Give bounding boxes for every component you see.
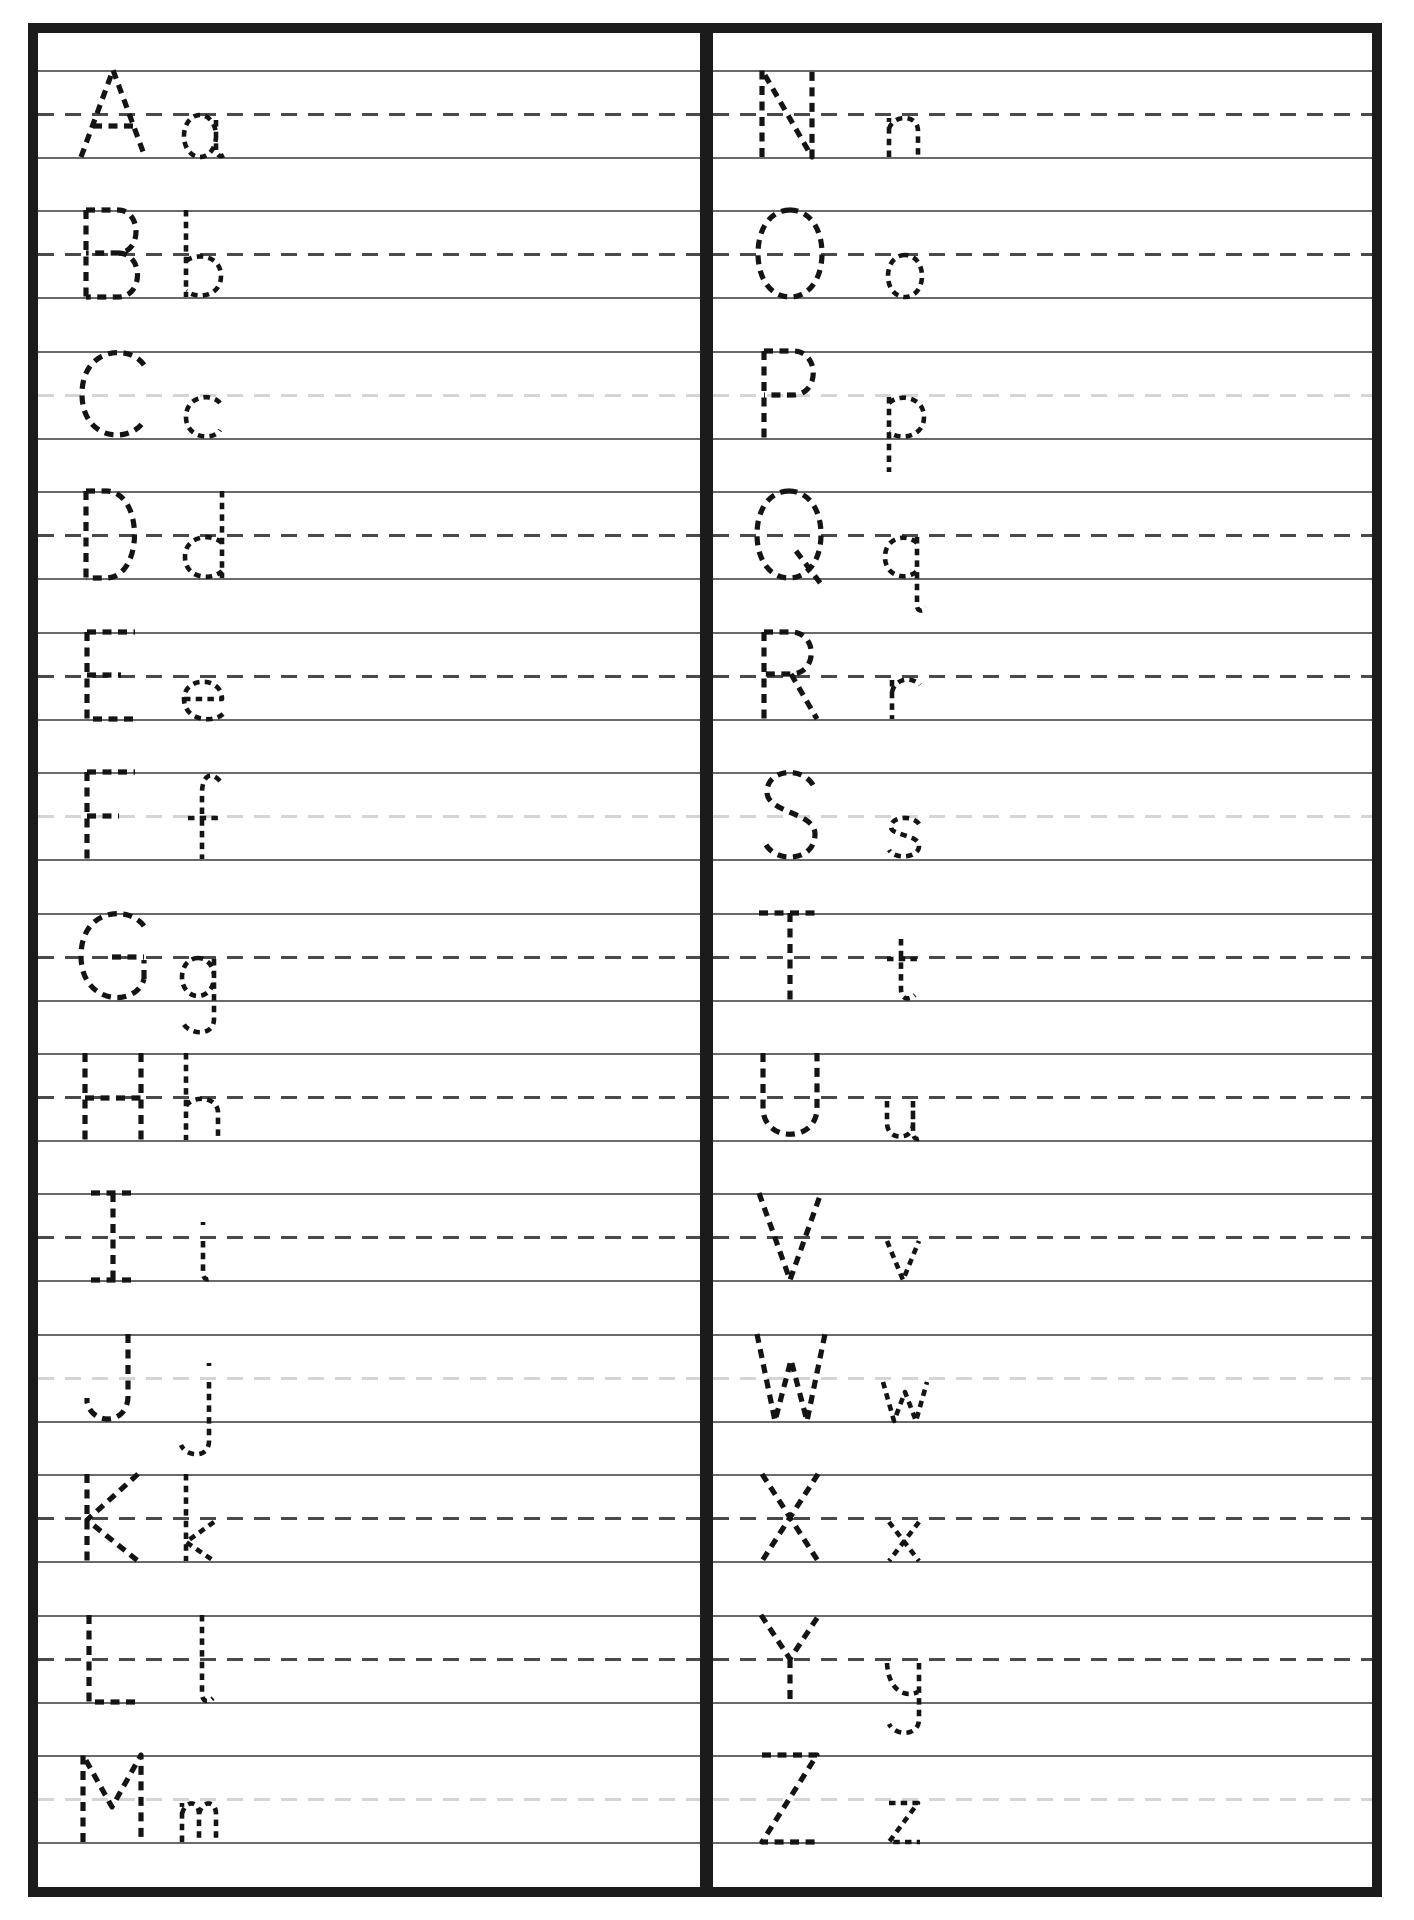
guide-line-base: [713, 297, 1372, 299]
guide-line-base: [713, 1140, 1372, 1142]
lowercase-letter-s: [879, 772, 935, 903]
trace-row-R: [713, 632, 1372, 763]
uppercase-letter-D: [76, 491, 150, 578]
uppercase-letter-I: [76, 1193, 150, 1280]
lowercase-letter-o: [879, 210, 935, 341]
trace-row-P: [713, 351, 1372, 482]
uppercase-letter-V: [753, 1193, 827, 1280]
lowercase-letter-k: [176, 1474, 232, 1605]
guide-line-base: [38, 719, 700, 721]
uppercase-letter-Q: [753, 491, 827, 578]
trace-row-F: [38, 772, 700, 903]
uppercase-letter-U: [753, 1053, 827, 1140]
lowercase-letter-y: [879, 1615, 935, 1746]
lowercase-letter-i: [176, 1193, 232, 1324]
guide-line-base: [38, 1702, 700, 1704]
uppercase-letter-C: [76, 351, 150, 438]
guide-line-base: [713, 1702, 1372, 1704]
uppercase-letter-M: [76, 1755, 150, 1842]
guide-line-base: [713, 578, 1372, 580]
lowercase-letter-u: [879, 1053, 935, 1184]
trace-row-K: [38, 1474, 700, 1605]
trace-row-V: [713, 1193, 1372, 1324]
uppercase-letter-B: [76, 210, 150, 297]
lowercase-letter-w: [879, 1334, 935, 1465]
lowercase-letter-r: [879, 632, 935, 763]
lowercase-letter-v: [879, 1193, 935, 1324]
guide-line-base: [38, 1561, 700, 1563]
uppercase-letter-A: [76, 70, 150, 157]
guide-line-base: [713, 1280, 1372, 1282]
lowercase-letter-b: [176, 210, 232, 341]
uppercase-letter-F: [76, 772, 150, 859]
guide-line-base: [713, 1561, 1372, 1563]
guide-line-base: [38, 578, 700, 580]
guide-line-base: [38, 1140, 700, 1142]
guide-line-base: [713, 1000, 1372, 1002]
uppercase-letter-O: [753, 210, 827, 297]
lowercase-letter-q: [879, 491, 935, 622]
trace-row-U: [713, 1053, 1372, 1184]
lowercase-letter-t: [879, 913, 935, 1044]
trace-row-I: [38, 1193, 700, 1324]
trace-row-J: [38, 1334, 700, 1465]
uppercase-letter-N: [753, 70, 827, 157]
trace-row-T: [713, 913, 1372, 1044]
lowercase-letter-m: [176, 1755, 232, 1886]
uppercase-letter-P: [753, 351, 827, 438]
uppercase-letter-L: [76, 1615, 150, 1702]
trace-row-Q: [713, 491, 1372, 622]
trace-row-G: [38, 913, 700, 1044]
lowercase-letter-j: [176, 1334, 232, 1465]
uppercase-letter-H: [76, 1053, 150, 1140]
uppercase-letter-S: [753, 772, 827, 859]
trace-row-E: [38, 632, 700, 763]
trace-row-X: [713, 1474, 1372, 1605]
uppercase-letter-R: [753, 632, 827, 719]
lowercase-letter-x: [879, 1474, 935, 1605]
uppercase-letter-Z: [753, 1755, 827, 1842]
lowercase-letter-g: [176, 913, 232, 1044]
lowercase-letter-z: [879, 1755, 935, 1886]
guide-line-base: [38, 1000, 700, 1002]
trace-row-W: [713, 1334, 1372, 1465]
uppercase-letter-E: [76, 632, 150, 719]
lowercase-letter-l: [176, 1615, 232, 1746]
trace-row-D: [38, 491, 700, 622]
guide-line-base: [38, 859, 700, 861]
guide-line-base: [713, 859, 1372, 861]
lowercase-letter-c: [176, 351, 232, 482]
trace-row-M: [38, 1755, 700, 1886]
trace-row-B: [38, 210, 700, 341]
trace-row-H: [38, 1053, 700, 1184]
uppercase-letter-T: [753, 913, 827, 1000]
guide-line-base: [38, 1421, 700, 1423]
guide-line-base: [38, 1842, 700, 1844]
guide-line-base: [713, 438, 1372, 440]
lowercase-letter-e: [176, 632, 232, 763]
trace-row-Z: [713, 1755, 1372, 1886]
uppercase-letter-G: [76, 913, 150, 1000]
trace-row-S: [713, 772, 1372, 903]
uppercase-letter-J: [76, 1334, 150, 1421]
guide-line-base: [38, 157, 700, 159]
guide-line-base: [38, 1280, 700, 1282]
guide-line-base: [38, 297, 700, 299]
uppercase-letter-W: [753, 1334, 827, 1421]
guide-line-base: [713, 1421, 1372, 1423]
trace-row-O: [713, 210, 1372, 341]
lowercase-letter-a: [176, 70, 232, 201]
lowercase-letter-n: [879, 70, 935, 201]
lowercase-letter-p: [879, 351, 935, 482]
lowercase-letter-h: [176, 1053, 232, 1184]
trace-row-Y: [713, 1615, 1372, 1746]
lowercase-letter-f: [176, 772, 232, 903]
uppercase-letter-X: [753, 1474, 827, 1561]
column-divider: [700, 23, 713, 1897]
trace-row-C: [38, 351, 700, 482]
trace-row-L: [38, 1615, 700, 1746]
trace-row-A: [38, 70, 700, 201]
uppercase-letter-Y: [753, 1615, 827, 1702]
guide-line-base: [713, 719, 1372, 721]
guide-line-base: [38, 438, 700, 440]
lowercase-letter-d: [176, 491, 232, 622]
uppercase-letter-K: [76, 1474, 150, 1561]
trace-row-N: [713, 70, 1372, 201]
